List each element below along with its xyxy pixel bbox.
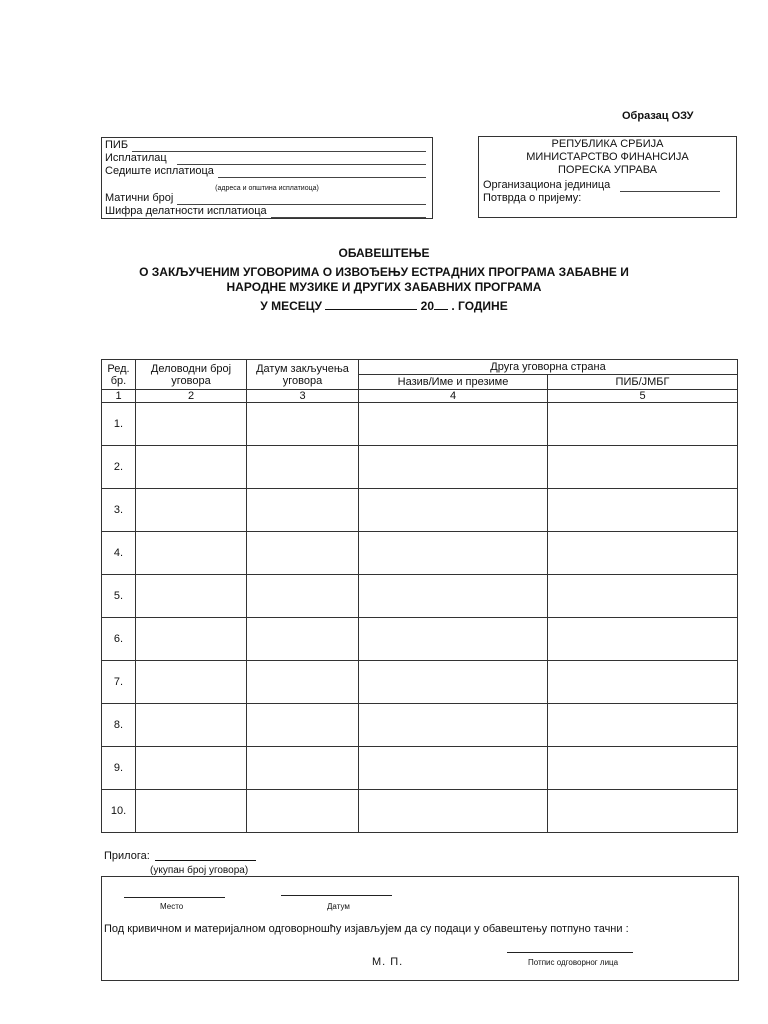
table-row — [102, 618, 738, 661]
doc-no-cell[interactable] — [136, 747, 247, 790]
pib-field[interactable] — [132, 142, 426, 152]
pib-cell[interactable] — [548, 661, 738, 704]
row-number: 1. — [102, 403, 136, 446]
seat-row — [105, 165, 426, 178]
doc-no-cell[interactable] — [136, 489, 247, 532]
attachments-field[interactable] — [155, 860, 256, 861]
column-number: 2 — [136, 390, 247, 403]
name-cell[interactable] — [359, 575, 548, 618]
name-cell[interactable] — [359, 532, 548, 575]
stamp-label: М. П. — [372, 956, 404, 968]
authority-line3: ПОРЕСКА УПРАВА — [557, 164, 658, 176]
reg-number-row — [105, 192, 426, 205]
date-cell[interactable] — [247, 790, 359, 833]
name-cell[interactable] — [359, 747, 548, 790]
org-unit-label: Организациона јединица — [483, 179, 611, 191]
pib-cell[interactable] — [548, 489, 738, 532]
payer-row — [105, 152, 426, 165]
pib-cell[interactable] — [548, 618, 738, 661]
pib-cell[interactable] — [548, 747, 738, 790]
org-unit-row — [483, 179, 728, 192]
row-number: 10. — [102, 790, 136, 833]
column-number: 5 — [548, 390, 738, 403]
activity-code-field[interactable] — [271, 208, 426, 218]
name-cell[interactable] — [359, 661, 548, 704]
pib-label: ПИБ — [105, 139, 129, 151]
name-cell[interactable] — [359, 489, 548, 532]
header-pib: ПИБ/ЈМБГ — [548, 375, 738, 390]
org-unit-field[interactable] — [620, 182, 720, 192]
payer-box — [101, 137, 433, 219]
date-cell[interactable] — [247, 446, 359, 489]
attachments-note: (укупан број уговора) — [150, 865, 249, 876]
year-prefix: 20 — [420, 299, 435, 313]
address-note: (адреса и општина исплатиоца) — [215, 185, 319, 192]
doc-no-cell[interactable] — [136, 532, 247, 575]
row-number: 9. — [102, 747, 136, 790]
doc-no-cell[interactable] — [136, 790, 247, 833]
table-row — [102, 704, 738, 747]
table-row — [102, 489, 738, 532]
doc-no-cell[interactable] — [136, 661, 247, 704]
signature-field[interactable] — [507, 952, 633, 953]
activity-code-label: Шифра делатности исплатиоца — [105, 205, 267, 217]
date-cell[interactable] — [247, 403, 359, 446]
form-code: Образац ОЗУ — [622, 110, 694, 122]
authority-line1: РЕПУБЛИКА СРБИЈА — [551, 138, 664, 150]
row-number: 4. — [102, 532, 136, 575]
column-number: 1 — [102, 390, 136, 403]
reg-number-label: Матични број — [105, 192, 174, 204]
row-number: 5. — [102, 575, 136, 618]
pib-row — [105, 139, 426, 152]
doc-no-cell[interactable] — [136, 575, 247, 618]
pib-cell[interactable] — [548, 446, 738, 489]
row-number: 7. — [102, 661, 136, 704]
seat-field[interactable] — [218, 168, 426, 178]
month-field[interactable] — [325, 299, 417, 310]
doc-no-cell[interactable] — [136, 446, 247, 489]
doc-no-cell[interactable] — [136, 403, 247, 446]
row-number: 6. — [102, 618, 136, 661]
column-number: 4 — [359, 390, 548, 403]
year-suffix: . ГОДИНЕ — [451, 299, 508, 313]
table-row — [102, 661, 738, 704]
name-cell[interactable] — [359, 790, 548, 833]
header-other-party: Друга уговорна страна — [359, 360, 738, 375]
date-cell[interactable] — [247, 489, 359, 532]
signature-label: Потпис одговорног лица — [528, 958, 619, 967]
pib-cell[interactable] — [548, 704, 738, 747]
name-cell[interactable] — [359, 446, 548, 489]
table-row — [102, 446, 738, 489]
place-field[interactable] — [124, 897, 225, 898]
header-date: Датум закључења уговора — [247, 360, 359, 390]
column-numbers-row — [102, 390, 738, 403]
name-cell[interactable] — [359, 704, 548, 747]
month-line — [0, 299, 768, 313]
doc-no-cell[interactable] — [136, 618, 247, 661]
pib-cell[interactable] — [548, 532, 738, 575]
pib-cell[interactable] — [548, 575, 738, 618]
document-title: ОБАВЕШТЕЊЕ — [338, 246, 430, 260]
column-number: 3 — [247, 390, 359, 403]
date-label: Датум — [327, 902, 350, 911]
authority-line2: МИНИСТАРСТВО ФИНАНСИЈА — [526, 151, 689, 163]
row-number: 2. — [102, 446, 136, 489]
seat-label: Седиште исплатиоца — [105, 165, 214, 177]
date-field[interactable] — [281, 895, 392, 896]
authority-box — [478, 136, 737, 218]
table-row — [102, 575, 738, 618]
pib-cell[interactable] — [548, 403, 738, 446]
date-cell[interactable] — [247, 661, 359, 704]
date-cell[interactable] — [247, 575, 359, 618]
place-label: Место — [160, 902, 184, 911]
header-doc-no: Деловодни број уговора — [136, 360, 247, 390]
date-cell[interactable] — [247, 532, 359, 575]
receipt-row — [483, 192, 728, 205]
date-cell[interactable] — [247, 618, 359, 661]
reg-number-field[interactable] — [177, 195, 426, 205]
date-cell[interactable] — [247, 704, 359, 747]
document-subtitle: О ЗАКЉУЧЕНИМ УГОВОРИМА О ИЗВОЂЕЊУ ЕСТРАДНИХ ПРОГРАМА ЗАБАВНЕ И НАРОДНЕ МУЗИКЕ И ДРУГИХ ЗАБАВНИХ ПРОГРАМА — [139, 265, 629, 294]
pib-cell[interactable] — [548, 790, 738, 833]
table-row — [102, 747, 738, 790]
name-cell[interactable] — [359, 618, 548, 661]
declaration-text: Под кривичном и материјалном одговорношћу изјављујем да су подаци у обавештењу потпуно тачни : — [104, 923, 629, 935]
row-number: 8. — [102, 704, 136, 747]
header-row-no: Ред. бр. — [102, 360, 136, 390]
table-row — [102, 403, 738, 446]
attachments-label: Прилога: — [104, 850, 150, 862]
payer-field[interactable] — [177, 155, 426, 165]
activity-code-row — [105, 205, 426, 218]
name-cell[interactable] — [359, 403, 548, 446]
doc-no-cell[interactable] — [136, 704, 247, 747]
payer-label: Исплатилац — [105, 152, 167, 164]
year-field[interactable] — [434, 299, 448, 310]
table-row — [102, 532, 738, 575]
date-cell[interactable] — [247, 747, 359, 790]
contracts-table — [101, 359, 738, 833]
table-row — [102, 790, 738, 833]
row-number: 3. — [102, 489, 136, 532]
header-name: Назив/Име и презиме — [359, 375, 548, 390]
receipt-label: Потврда о пријему: — [483, 192, 582, 204]
month-prefix: У МЕСЕЦУ — [260, 299, 322, 313]
